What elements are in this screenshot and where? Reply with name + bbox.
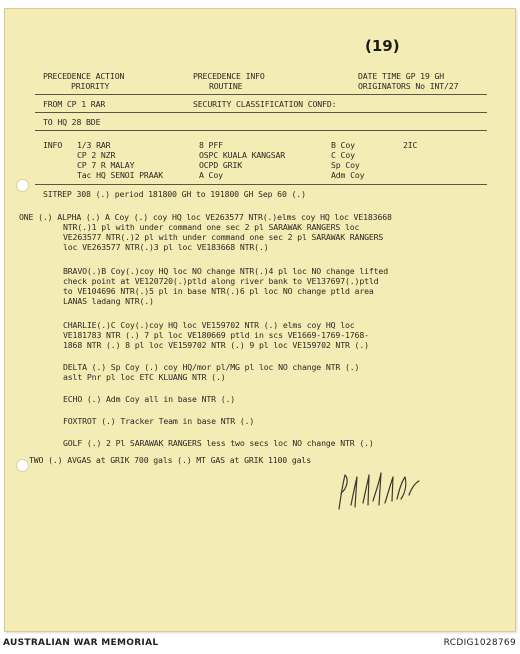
precedence-info-label: PRECEDENCE INFO <box>193 71 265 81</box>
archive-reference: RCDIG1028769 <box>443 638 516 648</box>
message-line: to VE104696 NTR(.)5 pl in base NTR(.)6 pl loc NO change ptld area <box>63 286 374 296</box>
divider <box>35 112 487 113</box>
info-addressee: Tac HQ SENOI PRAAK <box>77 170 164 180</box>
info-addressee: 1/3 RAR <box>77 140 111 150</box>
document-page <box>4 8 516 632</box>
divider <box>35 184 487 185</box>
info-addressee: C Coy <box>331 150 355 160</box>
info-addressee: 8 PFF <box>199 140 223 150</box>
message-line: GOLF (.) 2 Pl SARAWAK RANGERS less two secs loc NO change NTR (.) <box>63 438 374 448</box>
precedence-action-value: PRIORITY <box>71 81 110 91</box>
date-time-group: DATE TIME GP 19 GH <box>358 71 445 81</box>
info-addressee: CP 7 R MALAY <box>77 160 135 170</box>
message-line: 1868 NTR (.) 8 pl loc VE159702 NTR (.) 9 pl loc VE159702 NTR (.) <box>63 340 369 350</box>
precedence-action-label: PRECEDENCE ACTION <box>43 71 125 81</box>
to-line: TO HQ 28 BDE <box>43 117 101 127</box>
info-addressee: B Coy <box>331 140 355 150</box>
punch-hole <box>16 459 29 472</box>
precedence-info-value: ROUTINE <box>209 81 243 91</box>
sitrep-line: SITREP 308 (.) period 181800 GH to 191800 GH Sep 60 (.) <box>43 189 306 199</box>
message-line: DELTA (.) Sp Coy (.) coy HQ/mor pl/MG pl loc NO change NTR (.) <box>63 362 360 372</box>
info-addressee: OSPC KUALA KANGSAR <box>199 150 286 160</box>
message-line: VE181783 NTR (.) 7 pl loc VE180669 ptld in scs VE1669-1769-1768- <box>63 330 369 340</box>
divider <box>35 130 487 131</box>
info-addressee: OCPD GRIK <box>199 160 243 170</box>
divider <box>35 94 487 95</box>
page-number: (19) <box>365 37 400 55</box>
info-addressee: A Coy <box>199 170 223 180</box>
from-line: FROM CP 1 RAR <box>43 99 106 109</box>
message-line: BRAVO(.)B Coy(.)coy HQ loc NO change NTR(.)4 pl loc NO change lifted <box>63 266 388 276</box>
archive-credit: AUSTRALIAN WAR MEMORIAL <box>3 638 159 648</box>
info-label: INFO <box>43 140 63 150</box>
message-line: ONE (.) ALPHA (.) A Coy (.) coy HQ loc VE263577 NTR(.)elms coy HQ loc VE183668 <box>19 212 392 222</box>
info-addressee: Adm Coy <box>331 170 365 180</box>
message-line: ECHO (.) Adm Coy all in base NTR (.) <box>63 394 236 404</box>
security-classification: SECURITY CLASSIFICATION CONFD: <box>193 99 337 109</box>
originators-number: ORIGINATORS No INT/27 <box>358 81 459 91</box>
message-line: aslt Pnr pl loc ETC KLUANG NTR (.) <box>63 372 226 382</box>
info-addressee: CP 2 NZR <box>77 150 116 160</box>
message-line: VE263577 NTR(.)2 pl with under command one sec 2 pl SARAWAK RANGERS <box>63 232 384 242</box>
punch-hole <box>16 179 29 192</box>
message-line: LANAS ladang NTR(.) <box>63 296 154 306</box>
message-line: CHARLIE(.)C Coy(.)coy HQ loc VE159702 NTR (.) elms coy HQ loc <box>63 320 355 330</box>
message-line: loc VE263577 NTR(.)3 pl loc VE183668 NTR(.) <box>63 242 269 252</box>
handwritten-signature <box>335 465 445 515</box>
message-line: FOXTROT (.) Tracker Team in base NTR (.) <box>63 416 255 426</box>
message-line: TWO (.) AVGAS at GRIK 700 gals (.) MT GAS at GRIK 1100 gals <box>29 455 311 465</box>
info-addressee: 2IC <box>403 140 418 150</box>
info-addressee: Sp Coy <box>331 160 360 170</box>
message-line: NTR(.)1 pl with under command one sec 2 pl SARAWAK RANGERS loc <box>63 222 360 232</box>
message-line: check point at VE120720(.)ptld along river bank to VE137697(.)ptld <box>63 276 379 286</box>
